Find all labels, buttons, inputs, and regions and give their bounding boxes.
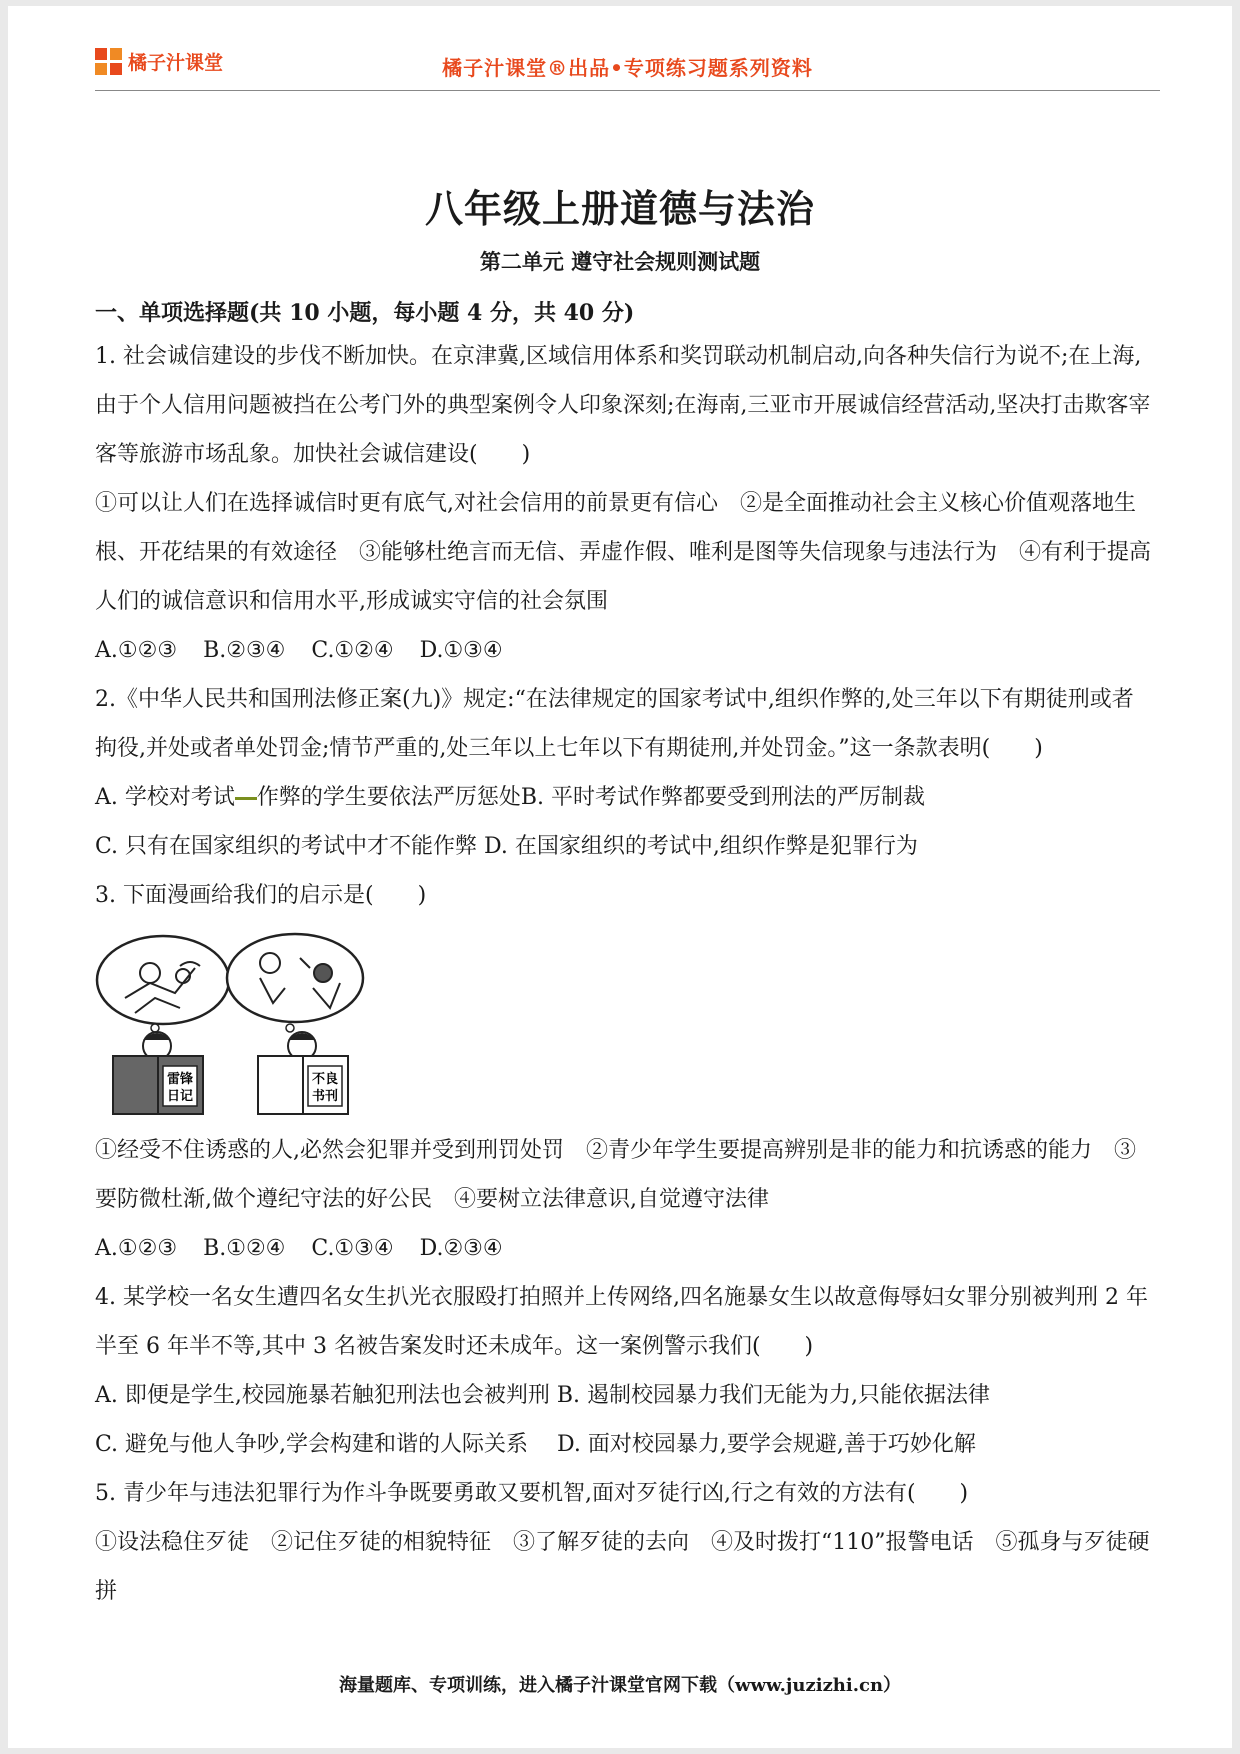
q1-stem: 1. 社会诚信建设的步伐不断加快。在京津冀,区域信用体系和奖罚联动机制启动,向各种失信行为说不;在上海,由于个人信用问题被挡在公考门外的典型案例令人印象深刻;在海南,三亚市开展诚信经营活动,坚决打击欺客宰客等旅游市场乱象。加快社会诚信建设( ) [95,344,1151,467]
q2-options-cd [95,822,1155,871]
book2-line2: 书刊 [311,1089,339,1104]
q2-option-a: A. 学校对考试 [95,785,235,810]
q2-option-a-rest: 作弊的学生要依法严厉惩处 [256,785,521,810]
q3-option-a: A.①②③ [95,1236,178,1261]
q3-stem: 3. 下面漫画给我们的启示是( ) [95,883,427,908]
comic-illustration [95,928,395,1118]
document-page [8,6,1232,1748]
q5-items: ①设法稳住歹徒 ②记住歹徒的相貌特征 ③了解歹徒的去向 ④及时拨打“110”报警电话 ⑤孤身与歹徒硬拼 [95,1530,1150,1604]
q4-option-c: C. 避免与他人争吵,学会构建和谐的人际关系 [95,1432,529,1457]
q4-options-ab [95,1371,1155,1420]
page-footer: 海量题库、专项训练，进入橘子汁课堂官网下载（www.juzizhi.cn） [338,1675,902,1696]
q1-option-b: B.②③④ [203,638,286,663]
header-divider [95,90,1160,91]
q4-stem: 4. 某学校一名女生遭四名女生扒光衣服殴打拍照并上传网络,四名施暴女生以故意侮辱妇女罪分别被判刑 2 年半至 6 年半不等,其中 3 名被告案发时还未成年。这一案例警示我们( ) [95,1285,1148,1359]
q2-option-a-underline [235,797,257,800]
book2-line1: 不良 [311,1072,339,1087]
q2-stem: 2.《中华人民共和国刑法修正案(九)》规定:“在法律规定的国家考试中,组织作弊的,处三年以下有期徒刑或者拘役,并处或者单处罚金;情节严重的,处三年以上七年以下有期徒刑,并处罚金。”这一条款表明( ) [95,687,1134,761]
q3-option-b: B.①②④ [203,1236,286,1261]
question-body [95,332,1155,1616]
q4-option-d: D. 面对校园暴力,要学会规避,善于巧妙化解 [557,1432,976,1457]
q2-option-b: B. 平时考试作弊都要受到刑法的严厉制裁 [520,785,926,810]
q4-options-cd [95,1420,1155,1469]
book1-line2: 日记 [166,1089,194,1104]
q2-options-ab [95,773,1155,822]
document-title: 八年级上册道德与法治 [424,186,815,231]
q1-option-a: A.①②③ [95,638,178,663]
q3-options [95,1224,1155,1273]
document-subtitle: 第二单元 遵守社会规则测试题 [479,249,761,274]
q1-options [95,626,1155,675]
q3-option-d: D.②③④ [419,1236,503,1261]
logo-text: 橘子汁课堂 [128,52,224,74]
section-heading: 一、单项选择题(共 10 小题，每小题 4 分，共 40 分) [95,300,635,326]
q5-stem: 5. 青少年与违法犯罪行为作斗争既要勇敢又要机智,面对歹徒行凶,行之有效的方法有( ) [95,1481,969,1506]
q3-comic [95,928,1155,1118]
q2-option-c: C. 只有在国家组织的考试中才不能作弊 [95,834,478,859]
q2-option-d: D. 在国家组织的考试中,组织作弊是犯罪行为 [484,834,918,859]
q1-option-d: D.①③④ [419,638,503,663]
q4-option-b: B. 遏制校园暴力我们无能为力,只能依据法律 [556,1383,991,1408]
q3-option-c: C.①③④ [311,1236,394,1261]
book1-line1: 雷锋 [166,1072,194,1087]
page-header [95,48,1160,94]
q1-option-c: C.①②④ [311,638,394,663]
q1-items: ①可以让人们在选择诚信时更有底气,对社会信用的前景更有信心 ②是全面推动社会主义核心价值观落地生根、开花结果的有效途径 ③能够杜绝言而无信、弄虚作假、唯利是图等失信现象与违法行为 ④有利于提高人们的诚信意识和信用水平,形成诚实守信的社会氛围 [95,491,1152,614]
header-title: 橘子汁课堂®出品•专项练习题系列资料 [442,56,813,80]
q3-items: ①经受不住诱惑的人,必然会犯罪并受到刑罚处罚 ②青少年学生要提高辨别是非的能力和抗诱惑的能力 ③要防微杜渐,做个遵纪守法的好公民 ④要树立法律意识,自觉遵守法律 [95,1138,1136,1212]
q4-option-a: A. 即便是学生,校园施暴若触犯刑法也会被判刑 [95,1383,550,1408]
